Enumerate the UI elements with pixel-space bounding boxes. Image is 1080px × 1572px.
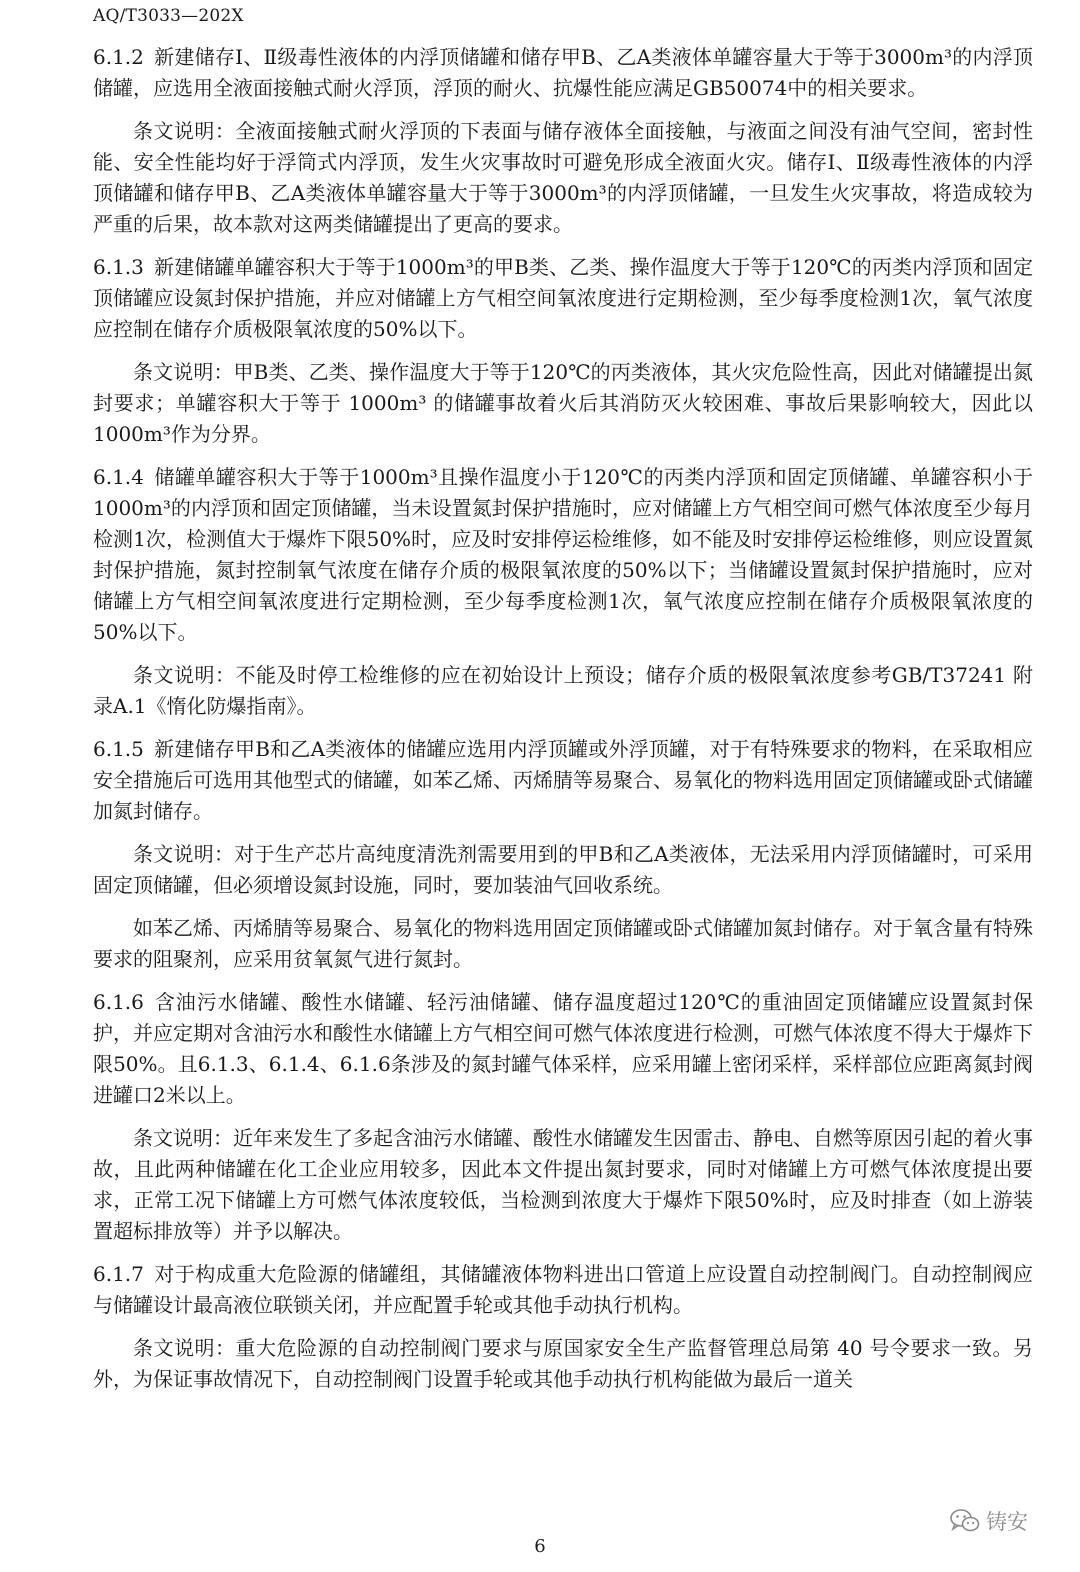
clause-6-1-3 (93, 252, 1033, 345)
clause-note: 条文说明：近年来发生了多起含油污水储罐、酸性水储罐发生因雷击、静电、自燃等原因引起的着火事故，且此两种储罐在化工企业应用较多，因此本文件提出氮封要求，同时对储罐上方可燃气体浓度提出要求，正常工况下储罐上方可燃气体浓度较低，当检测到浓度大于爆炸下限50%时，应及时排查（如上游装置超标排放等）并予以解决。 (93, 1126, 1033, 1243)
clause-number: 6.1.5 (93, 737, 144, 761)
clause-number: 6.1.2 (93, 45, 144, 69)
clause-text: 新建储罐单罐容积大于等于1000m³的甲B类、乙类、操作温度大于等于120℃的丙类内浮顶和固定顶储罐应设氮封保护措施，并应对储罐上方气相空间氧浓度进行定期检测，至少每季度检测1次，氧气浓度应控制在储存介质极限氧浓度的50%以下。 (93, 255, 1033, 341)
clause-text: 新建储存甲B和乙A类液体的储罐应选用内浮顶罐或外浮顶罐，对于有特殊要求的物料，在采取相应安全措施后可选用其他型式的储罐，如苯乙烯、丙烯腈等易聚合、易氧化的物料选用固定顶储罐或卧式储罐加氮封储存。 (93, 737, 1033, 823)
watermark-label: 铸安 (986, 1510, 1028, 1534)
clause-number: 6.1.7 (93, 1262, 144, 1286)
clause-note: 条文说明：对于生产芯片高纯度清洗剂需要用到的甲B和乙A类液体，无法采用内浮顶储罐时，可采用固定顶储罐，但必须增设氮封设施，同时，要加装油气回收系统。 (93, 842, 1033, 897)
watermark (950, 1506, 1028, 1536)
clause-note: 条文说明：不能及时停工检维修的应在初始设计上预设；储存介质的极限氧浓度参考GB/T37241 附录A.1《惰化防爆指南》。 (93, 663, 1033, 718)
clause-number: 6.1.6 (93, 990, 144, 1014)
clause-note: 如苯乙烯、丙烯腈等易聚合、易氧化的物料选用固定顶储罐或卧式储罐加氮封储存。对于氧含量有特殊要求的阻聚剂，应采用贫氧氮气进行氮封。 (93, 916, 1033, 971)
page-number: 6 (534, 1536, 546, 1557)
document-body (93, 42, 1033, 1407)
clause-6-1-6 (93, 987, 1033, 1111)
clause-number: 6.1.4 (93, 465, 144, 489)
clause-6-1-2 (93, 42, 1033, 104)
clause-text: 储罐单罐容积大于等于1000m³且操作温度小于120℃的丙类内浮顶和固定顶储罐、单罐容积小于1000m³的内浮顶和固定顶储罐，当未设置氮封保护措施时，应对储罐上方气相空间可燃气体浓度至少每月检测1次，检测值大于爆炸下限50%时，应及时安排停运检维修，如不能及时安排停运检维修，则应设置氮封保护措施，氮封控制氧气浓度在储存介质的极限氧浓度的50%以下；当储罐设置氮封保护措施时，应对储罐上方气相空间氧浓度进行定期检测，至少每季度检测1次，氧气浓度应控制在储存介质极限氧浓度的50%以下。 (93, 465, 1033, 644)
clause-text: 对于构成重大危险源的储罐组，其储罐液体物料进出口管道上应设置自动控制阀门。自动控制阀应与储罐设计最高液位联锁关闭，并应配置手轮或其他手动执行机构。 (93, 1262, 1033, 1317)
clause-number: 6.1.3 (93, 255, 144, 279)
clause-text: 含油污水储罐、酸性水储罐、轻污油储罐、储存温度超过120℃的重油固定顶储罐应设置氮封保护，并应定期对含油污水和酸性水储罐上方气相空间可燃气体浓度进行检测，可燃气体浓度不得大于爆炸下限50%。且6.1.3、6.1.4、6.1.6条涉及的氮封罐气体采样，应采用罐上密闭采样，采样部位应距离氮封阀进罐口2米以上。 (93, 990, 1033, 1107)
clause-6-1-4 (93, 462, 1033, 648)
clause-note: 条文说明：甲B类、乙类、操作温度大于等于120℃的丙类液体，其火灾危险性高，因此对储罐提出氮封要求；单罐容积大于等于 1000m³ 的储罐事故着火后其消防灭火较困难、事故后果影响较大，因此以1000m³作为分界。 (93, 360, 1033, 446)
clause-6-1-7 (93, 1259, 1033, 1321)
wechat-icon (950, 1508, 980, 1534)
clause-note: 条文说明：重大危险源的自动控制阀门要求与原国家安全生产监督管理总局第 40 号令要求一致。另外，为保证事故情况下，自动控制阀门设置手轮或其他手动执行机构能做为最后一道关 (93, 1336, 1033, 1391)
clause-note: 条文说明：全液面接触式耐火浮顶的下表面与储存液体全面接触，与液面之间没有油气空间，密封性能、安全性能均好于浮筒式内浮顶，发生火灾事故时可避免形成全液面火灾。储存Ⅰ、Ⅱ级毒性液体的内浮顶储罐和储存甲B、乙A类液体单罐容量大于等于3000m³的内浮顶储罐，一旦发生火灾事故，将造成较为严重的后果，故本款对这两类储罐提出了更高的要求。 (93, 119, 1033, 236)
clause-6-1-5 (93, 734, 1033, 827)
clause-text: 新建储存Ⅰ、Ⅱ级毒性液体的内浮顶储罐和储存甲B、乙A类液体单罐容量大于等于3000m³的内浮顶储罐，应选用全液面接触式耐火浮顶，浮顶的耐火、抗爆性能应满足GB50074中的相关要求。 (93, 45, 1033, 100)
document-code-header: AQ/T3033—202X (93, 6, 244, 26)
